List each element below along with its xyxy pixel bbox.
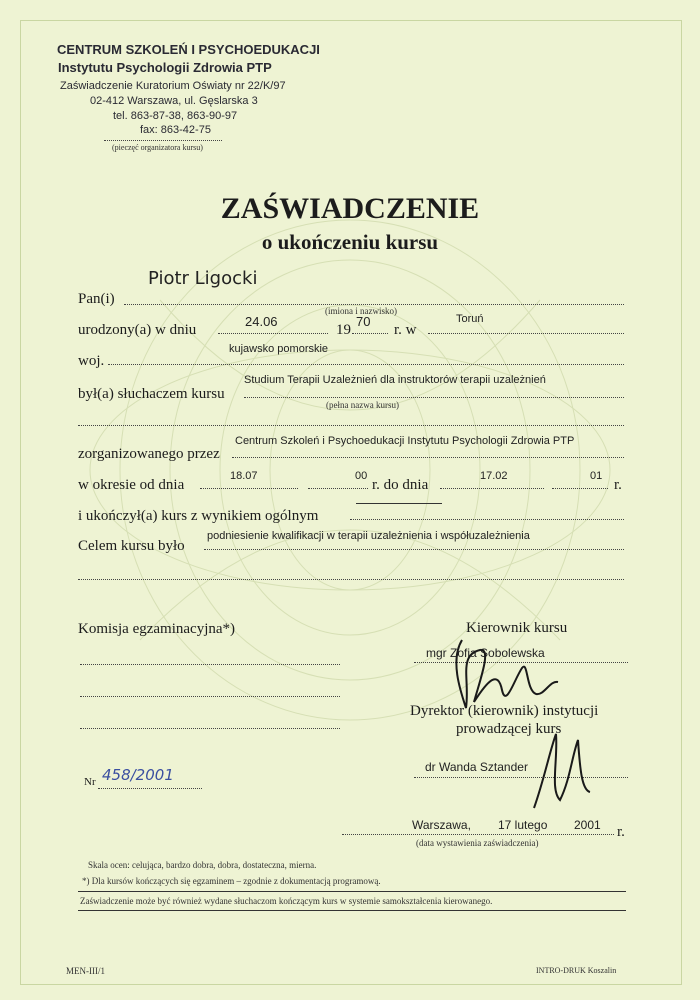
form-code: MEN-III/1: [66, 966, 105, 976]
course-line: [244, 397, 624, 398]
from-year-line: [308, 488, 368, 489]
footnote-rule-top: [78, 891, 626, 892]
name-line: [124, 304, 624, 305]
footnote-selfstudy: Zaświadczenie może być również wydane słuchaczom kończącym kurs w systemie samokształcenia kierowanego.: [80, 896, 493, 906]
printer-info: INTRO-DRUK Koszalin: [536, 966, 617, 975]
director-name: dr Wanda Sztander: [425, 760, 528, 774]
issue-city: Warszawa,: [412, 818, 471, 832]
document-subtitle: o ukończeniu kursu: [261, 230, 439, 254]
birth-year: 70: [356, 314, 371, 329]
goal-line: [204, 549, 624, 550]
voivodeship-value: kujawsko pomorskie: [229, 343, 329, 355]
course-caption: (pełna nazwa kursu): [326, 400, 399, 410]
label-period-from: w okresie od dnia: [78, 477, 185, 493]
label-pan: Pan(i): [78, 291, 115, 307]
label-to-day: r. do dnia: [372, 477, 429, 493]
to-year: 01: [590, 470, 603, 482]
label-voivodeship: woj.: [78, 353, 105, 369]
issue-year: 2001: [574, 818, 601, 832]
label-attended: był(a) słuchaczem kursu: [78, 386, 225, 402]
course-line-2: [78, 425, 624, 426]
stamp-line-3: Zaświadczenie Kuratorium Oświaty nr 22/K/97: [60, 80, 286, 92]
to-day: 17.02: [480, 470, 508, 482]
course-name: Studium Terapii Uzależnień dla instruktorów terapii uzależnień: [244, 374, 546, 386]
director-signature: [520, 720, 600, 820]
label-commission: Komisja egzaminacyjna*): [78, 621, 236, 637]
label-director-2: prowadzącej kurs: [456, 721, 562, 737]
label-goal: Celem kursu było: [78, 538, 185, 554]
goal-line-2: [78, 579, 624, 580]
issue-date-line: [342, 834, 614, 835]
birth-city-line: [428, 333, 624, 334]
certificate-number: 458/2001: [102, 766, 174, 784]
stamp-line-5: tel. 863-87-38, 863-90-97: [113, 110, 238, 122]
stamp-line-2: Instytutu Psychologii Zdrowia PTP: [58, 60, 272, 75]
number-line: [98, 788, 202, 789]
organizer-line: [232, 457, 624, 458]
commission-line-1: [80, 664, 340, 665]
holder-name: Piotr Ligocki: [148, 268, 258, 289]
head-name: mgr Zofia Sobolewska: [426, 646, 545, 660]
from-day-line: [200, 488, 298, 489]
label-year-prefix: 19: [336, 322, 351, 338]
label-result: i ukończył(a) kurs z wynikiem ogólnym: [78, 508, 319, 524]
footnote-exam: *) Dla kursów kończących się egzaminem – zgodnie z dokumentacją programową.: [82, 876, 381, 886]
issue-date-caption: (data wystawienia zaświadczenia): [416, 838, 539, 848]
label-city-prefix: r. w: [394, 322, 417, 338]
label-director-1: Dyrektor (kierownik) instytucji: [410, 703, 599, 719]
label-organized: zorganizowanego przez: [78, 446, 220, 462]
issue-date: 17 lutego: [498, 818, 548, 832]
birth-day: 24.06: [245, 314, 278, 329]
label-date-r: r.: [617, 824, 625, 840]
stamp-caption: (pieczęć organizatora kursu): [112, 143, 203, 152]
stamp-line-4: 02-412 Warszawa, ul. Gęslarska 3: [90, 95, 258, 107]
stamp-line-6: fax: 863-42-75: [140, 124, 211, 136]
result-line: [350, 519, 624, 520]
stamp-line-1: CENTRUM SZKOLEŃ I PSYCHOEDUKACJI: [57, 42, 320, 57]
goal-value: podniesienie kwalifikacji w terapii uzależnienia i współuzależnienia: [207, 530, 530, 542]
to-day-line: [440, 488, 544, 489]
footnote-scale: Skala ocen: celująca, bardzo dobra, dobra, dostateczna, mierna.: [88, 860, 317, 870]
label-number: Nr: [84, 776, 96, 788]
voivodeship-line: [108, 364, 624, 365]
document-title: ZAŚWIADCZENIE: [220, 192, 480, 225]
organizer-value: Centrum Szkoleń i Psychoedukacji Instytutu Psychologii Zdrowia PTP: [235, 435, 575, 447]
footnote-rule-bottom: [78, 910, 626, 911]
name-caption: (imiona i nazwisko): [325, 306, 397, 316]
commission-line-3: [80, 728, 340, 729]
head-signature: [440, 620, 580, 730]
label-head: Kierownik kursu: [466, 620, 568, 636]
result-mark: [356, 503, 442, 504]
stamp-dotted-line: [104, 140, 222, 141]
label-born: urodzony(a) w dniu: [78, 322, 197, 338]
birth-city: Toruń: [456, 313, 484, 325]
commission-line-2: [80, 696, 340, 697]
from-year: 00: [355, 470, 368, 482]
birth-day-line: [218, 333, 328, 334]
from-day: 18.07: [230, 470, 258, 482]
to-year-line: [552, 488, 608, 489]
birth-year-line: [352, 333, 388, 334]
label-period-end: r.: [614, 477, 622, 493]
